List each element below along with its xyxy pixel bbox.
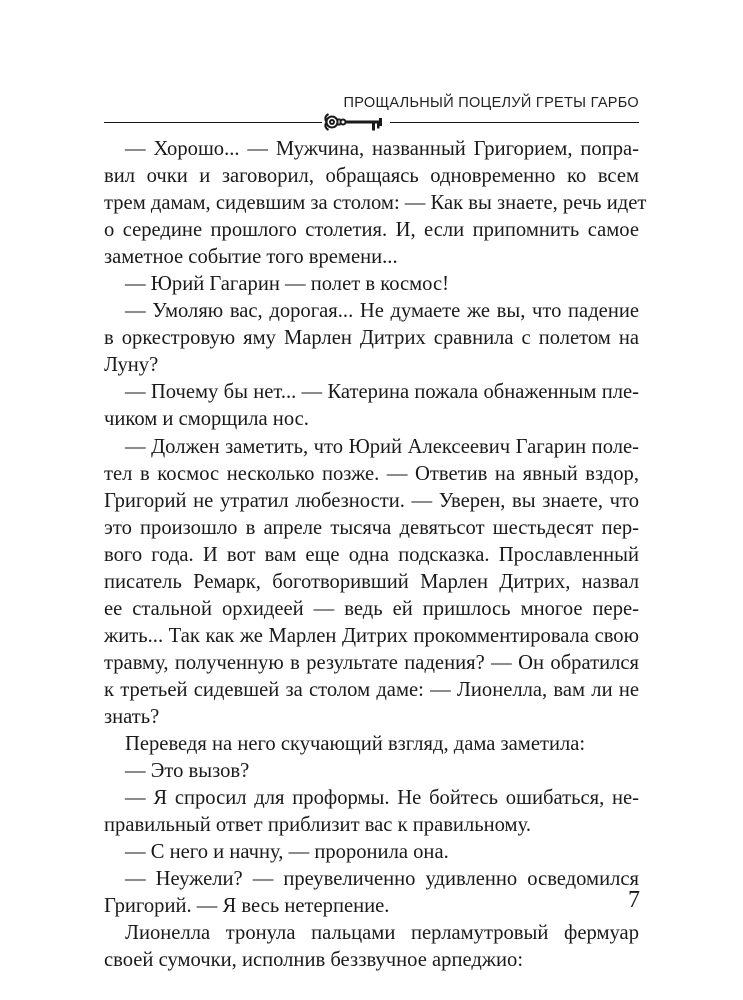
text-line: — С него и начну, — проронила она. <box>125 841 449 864</box>
text-line: Григорий не утратил любезности. — Уверен, вы знаете, что <box>104 489 639 512</box>
text-line: — Умоляю вас, дорогая... Не думаете же вы, что падение <box>125 300 639 323</box>
text-line: о середине прошлого столетия. И, если припомнить самое <box>104 219 639 242</box>
text-line: правильный ответ приблизит вас к правильному. <box>104 814 531 837</box>
text-line: вого года. И вот вам еще одна подсказка. Прославленный <box>104 543 639 566</box>
text-line: — Неужели? — преувеличенно удивленно осведомился <box>125 868 639 891</box>
key-icon <box>322 108 390 136</box>
text-line: чиком и сморщила нос. <box>104 408 309 431</box>
text-line: своей сумочки, исполнив беззвучное арпеджио: <box>104 949 524 972</box>
text-line: трем дамам, сидевшим за столом: — Как вы знаете, речь идет <box>104 192 647 215</box>
text-line: Переведя на него скучающий взгляд, дама заметила: <box>125 733 586 756</box>
text-line: Лионелла тронула пальцами перламутровый фермуар <box>125 922 639 945</box>
text-line: травму, полученную в результате падения? — Он обратился <box>104 651 639 674</box>
text-line: ее стальной орхидеей — ведь ей пришлось многое пере- <box>104 597 639 620</box>
text-line: — Хорошо... — Мужчина, названный Григорием, попра- <box>125 138 639 160</box>
text-line: — Я спросил для проформы. Не бойтесь ошибаться, не- <box>125 787 639 810</box>
text-line: жить... Так как же Марлен Дитрих прокомментировала свою <box>104 624 639 647</box>
text-line: заметное событие того времени... <box>104 246 398 269</box>
text-line: — Почему бы нет... — Катерина пожала обнаженным пле- <box>125 381 639 404</box>
text-line: вил очки и заговорил, обращаясь одновременно ко всем <box>104 165 639 188</box>
page-number: 7 <box>628 887 640 913</box>
text-line: тел в космос несколько позже. — Ответив на явный вздор, <box>104 462 639 485</box>
text-line: к третьей сидевшей за столом даме: — Лионелла, вам ли не <box>104 678 639 701</box>
text-line: знать? <box>104 705 160 728</box>
text-line: — Должен заметить, что Юрий Алексеевич Гагарин поле- <box>125 435 639 458</box>
text-line: Луну? <box>104 354 159 377</box>
running-title: ПРОЩАЛЬНЫЙ ПОЦЕЛУЙ ГРЕТЫ ГАРБО <box>343 95 639 111</box>
text-line: в оркестровую яму Марлен Дитрих сравнила с полетом на <box>104 327 639 350</box>
text-line: — Это вызов? <box>125 760 250 783</box>
text-line: Григорий. — Я весь нетерпение. <box>104 895 390 918</box>
text-line: — Юрий Гагарин — полет в космос! <box>125 273 449 296</box>
body-text <box>104 136 647 974</box>
text-line: это произошло в апреле тысяча девятьсот шестьдесят пер- <box>104 516 639 539</box>
text-line: писатель Ремарк, боготворивший Марлен Дитрих, назвал <box>104 570 639 593</box>
